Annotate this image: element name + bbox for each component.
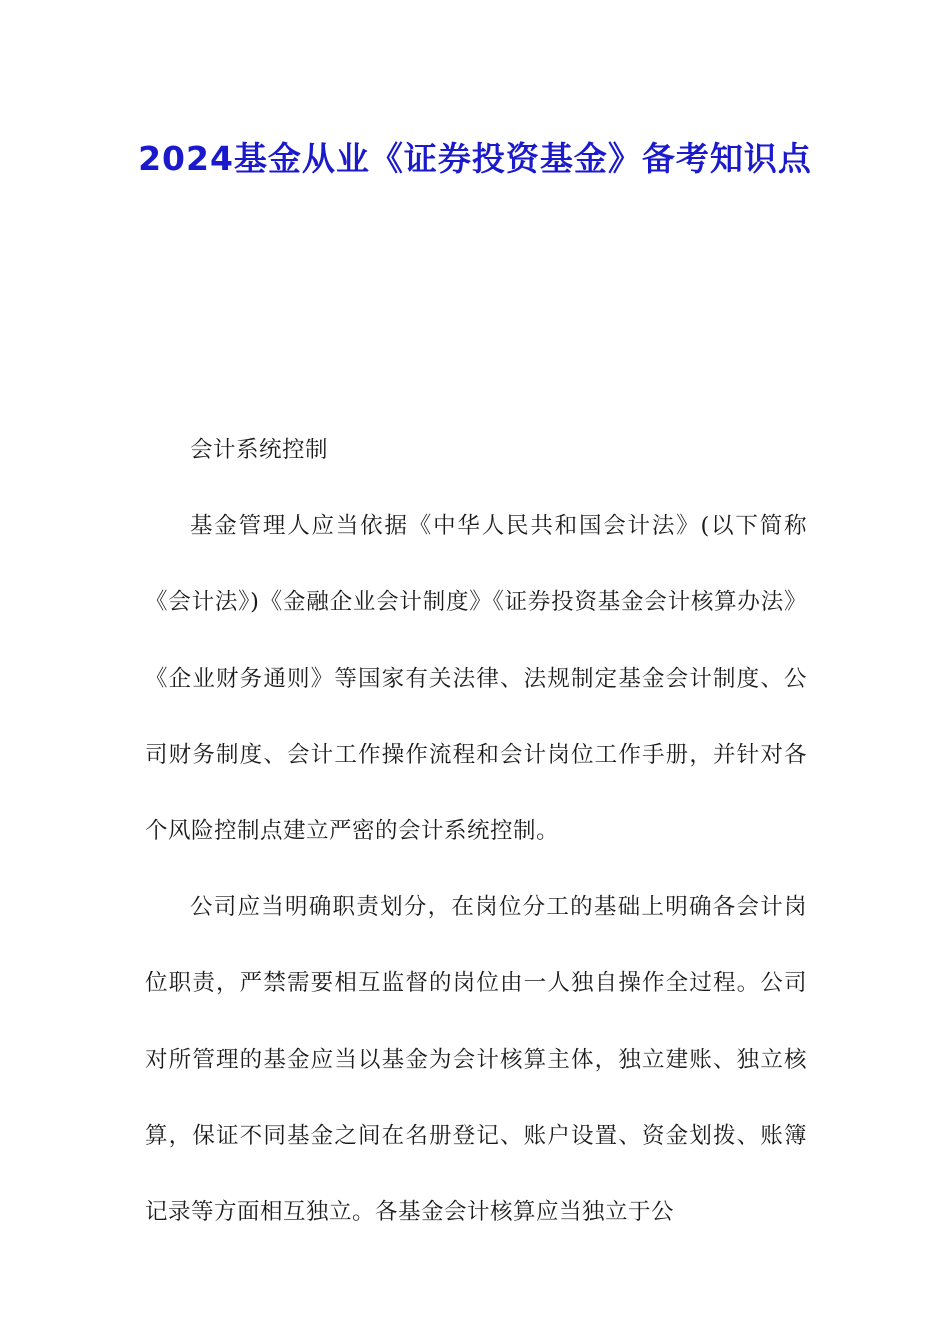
- body-paragraph: 公司应当明确职责划分，在岗位分工的基础上明确各会计岗位职责，严禁需要相互监督的岗位由一人独自操作全过程。公司对所管理的基金应当以基金为会计核算主体，独立建账、独立核算，保证不同基金之间在名册登记、账户设置、资金划拨、账簿记录等方面相互独立。各基金会计核算应当独立于公: [145, 894, 807, 1226]
- section-heading: 会计系统控制: [190, 437, 329, 463]
- document-body: [145, 412, 807, 1250]
- document-title: 2024基金从业《证券投资基金》备考知识点: [138, 139, 812, 178]
- body-paragraph: 基金管理人应当依据《中华人民共和国会计法》(以下简称《会计法》)《金融企业会计制度》《证券投资基金会计核算办法》《企业财务通则》等国家有关法律、法规制定基金会计制度、公司财务制度、会计工作操作流程和会计岗位工作手册，并针对各个风险控制点建立严密的会计系统控制。: [145, 513, 807, 845]
